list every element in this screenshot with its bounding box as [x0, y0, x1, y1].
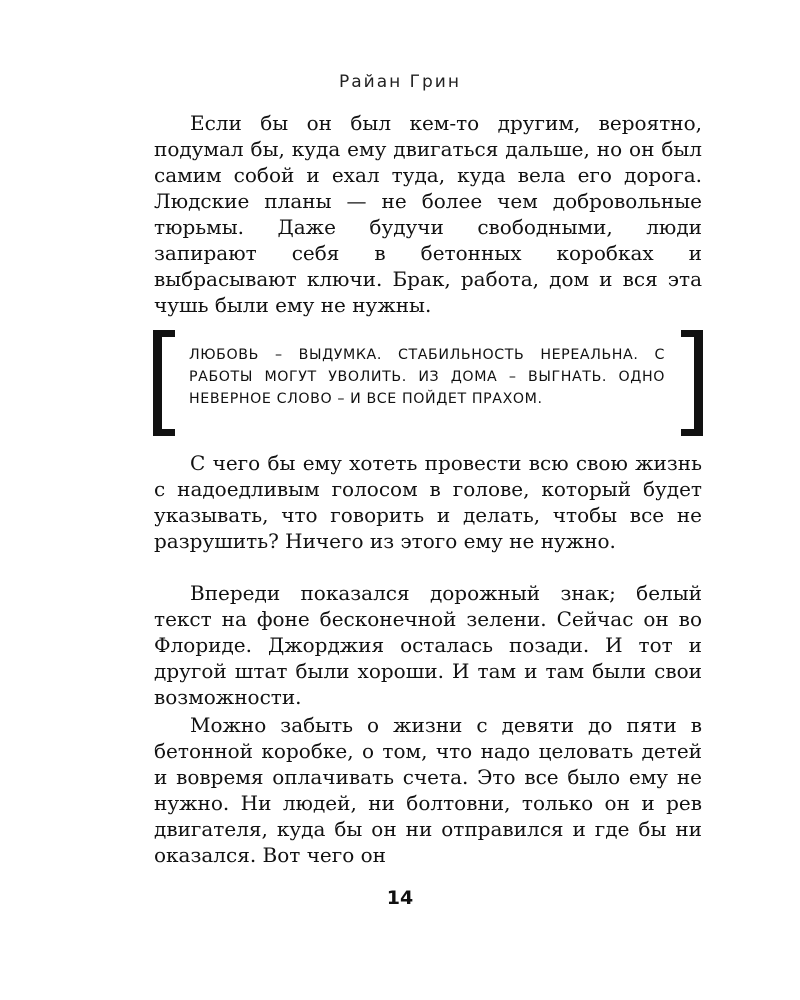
- body-paragraph-3: Впереди показался дорожный знак; белый текст на фоне бесконечной зелени. Сейчас он во Флориде. Джорджия осталась позади. И тот и другой штат были хороши. И там и там были свои возможности.: [154, 581, 702, 709]
- body-paragraph-1: Если бы он был кем-то другим, вероятно, подумал бы, куда ему двигаться дальше, но он был самим собой и ехал туда, куда вела его дорога. Людские планы — не более чем добровольные тюрьмы. Даже будучи свободными, люди запирают себя в бетонных коробках и выбрасывают ключи. Брак, работа, дом и вся эта чушь были ему не нужны.: [154, 111, 702, 317]
- running-header-author: Райан Грин: [339, 72, 461, 92]
- body-paragraph-2: С чего бы ему хотеть провести всю свою жизнь с надоедливым голосом в голове, который будет указывать, что говорить и делать, чтобы все не разрушить? Ничего из этого ему не нужно.: [154, 451, 702, 553]
- pull-quote: [153, 330, 703, 436]
- pull-quote-text: ЛЮБОВЬ – ВЫДУМКА. СТАБИЛЬНОСТЬ НЕРЕАЛЬНА. С РАБОТЫ МОГУТ УВОЛИТЬ. ИЗ ДОМА – ВЫГНАТЬ. ОДНО НЕВЕРНОЕ СЛОВО – И ВСЕ ПОЙДЕТ ПРАХОМ.: [189, 347, 665, 407]
- left-bracket-icon: [153, 330, 175, 436]
- right-bracket-icon: [681, 330, 703, 436]
- page-number: 14: [386, 887, 414, 909]
- body-paragraph-4: Можно забыть о жизни с девяти до пяти в бетонной коробке, о том, что надо целовать детей и вовремя оплачивать счета. Это все было ему не нужно. Ни людей, ни болтовни, только он и рев двигателя, куда бы он ни отправился и где бы ни оказался. Вот чего он: [154, 713, 702, 867]
